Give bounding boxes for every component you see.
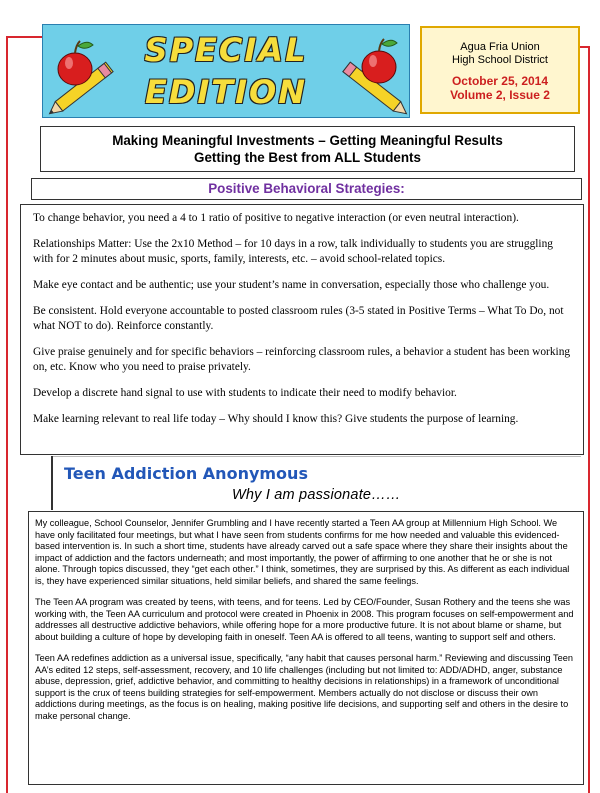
banner-title: [43, 33, 409, 109]
teen-aa-subtitle: Why I am passionate……: [232, 487, 401, 503]
banner-title-line2: EDITION: [144, 73, 308, 111]
page-frame-top: [6, 36, 42, 38]
page-frame-left: [6, 36, 8, 793]
issue-date: October 25, 2014: [451, 74, 549, 88]
headline-box: [40, 126, 575, 172]
headline-line2: Getting the Best from ALL Students: [194, 150, 421, 165]
district-info-box: [420, 26, 580, 114]
teen-aa-top-rule: [51, 456, 581, 457]
strategy-paragraph: Develop a discrete hand signal to use with students to indicate their need to modify behavior.: [33, 387, 457, 399]
strategies-body: [20, 204, 584, 455]
teen-aa-paragraph: Teen AA redefines addiction as a universal issue, specifically, “any habit that causes personal harm.” Reviewing and discussing Teen AA’s edited 12 steps, self-assessment, recovery, and 10 life challenges (including but not limited to: ADD/ADHD, anger, substance abuse, depression, grief, addictive behavior, and committing to healthy decisions in relationships) in a framework of unconditional support is the crux of teens building strategies for self-empowerment. Members actually do not disclose or discuss their own addictions during meetings, as the focus is on healing, making positive life decisions, and supporting self and others in the desire to make personal change.: [35, 653, 573, 721]
district-name-line2: High School District: [452, 54, 548, 66]
strategy-paragraph: To change behavior, you need a 4 to 1 ratio of positive to negative interaction (or even neutral interaction).: [33, 212, 519, 224]
teen-aa-paragraph: The Teen AA program was created by teens, with teens, and for teens. Led by CEO/Founder, Susan Rothery and the teens she was working with, the Teen AA curriculum and protocol were created in Phoenix in 2008. This program focuses on self-empowerment and addresses all destructive addictive behaviors, while offering hope for a more productive future. It is not about blame or shame, but about building a culture of hope by developing faith in oneself. Teen AA is offered to all teens, wanting to support self and others.: [35, 597, 574, 642]
teen-aa-paragraph: My colleague, School Counselor, Jennifer Grumbling and I have recently started a Teen AA group at Millennium High School. We have only facilitated four meetings, but what I have seen from students confirms for me how needed and valuable this evidenced-based intervention is. In such a short time, students have already carved out a safe space where they share their insights about the impact of addiction and the factors underneath; and most importantly, the power of affirming to one another that he or she is not alone. Through topics discussed, they “get each other.” I think, sometimes, they are surprised by this. As different as each individual is, they have experienced similar situations, held similar beliefs, and shared the same feelings.: [35, 518, 570, 586]
page-frame-right: [588, 46, 590, 793]
teen-aa-side-rule: [51, 456, 53, 510]
strategy-paragraph: Make eye contact and be authentic; use your student’s name in conversation, especially those who challenge you.: [33, 279, 550, 291]
teen-aa-body: [28, 511, 584, 785]
headline: [41, 132, 574, 166]
teen-aa-title: Teen Addiction Anonymous: [64, 464, 308, 483]
banner-title-line1: SPECIAL: [144, 31, 308, 69]
headline-line1: Making Meaningful Investments – Getting Meaningful Results: [112, 133, 503, 148]
strategies-title: Positive Behavioral Strategies:: [208, 181, 405, 196]
strategy-paragraph: Give praise genuinely and for specific behaviors – reinforcing classroom rules, a behavior a student has been working on, etc. Know who you need to praise privately.: [33, 346, 571, 373]
strategy-paragraph: Be consistent. Hold everyone accountable to posted classroom rules (3-5 stated in Positive Terms – What To Do, not what NOT to do). Reinforce constantly.: [33, 305, 564, 332]
issue-info: [422, 74, 578, 102]
district-name-line1: Agua Fria Union: [460, 41, 540, 53]
special-edition-banner: [42, 24, 410, 118]
strategy-paragraph: Make learning relevant to real life today – Why should I know this? Give students the purpose of learning.: [33, 413, 519, 425]
district-name: [422, 41, 578, 67]
issue-volume: Volume 2, Issue 2: [450, 88, 550, 102]
strategy-paragraph: Relationships Matter: Use the 2x10 Method – for 10 days in a row, talk individually to students you are struggling with for 2 minutes about music, sports, family, interests, etc. – avoid school-related topics.: [33, 238, 553, 265]
strategies-title-box: [31, 178, 582, 200]
